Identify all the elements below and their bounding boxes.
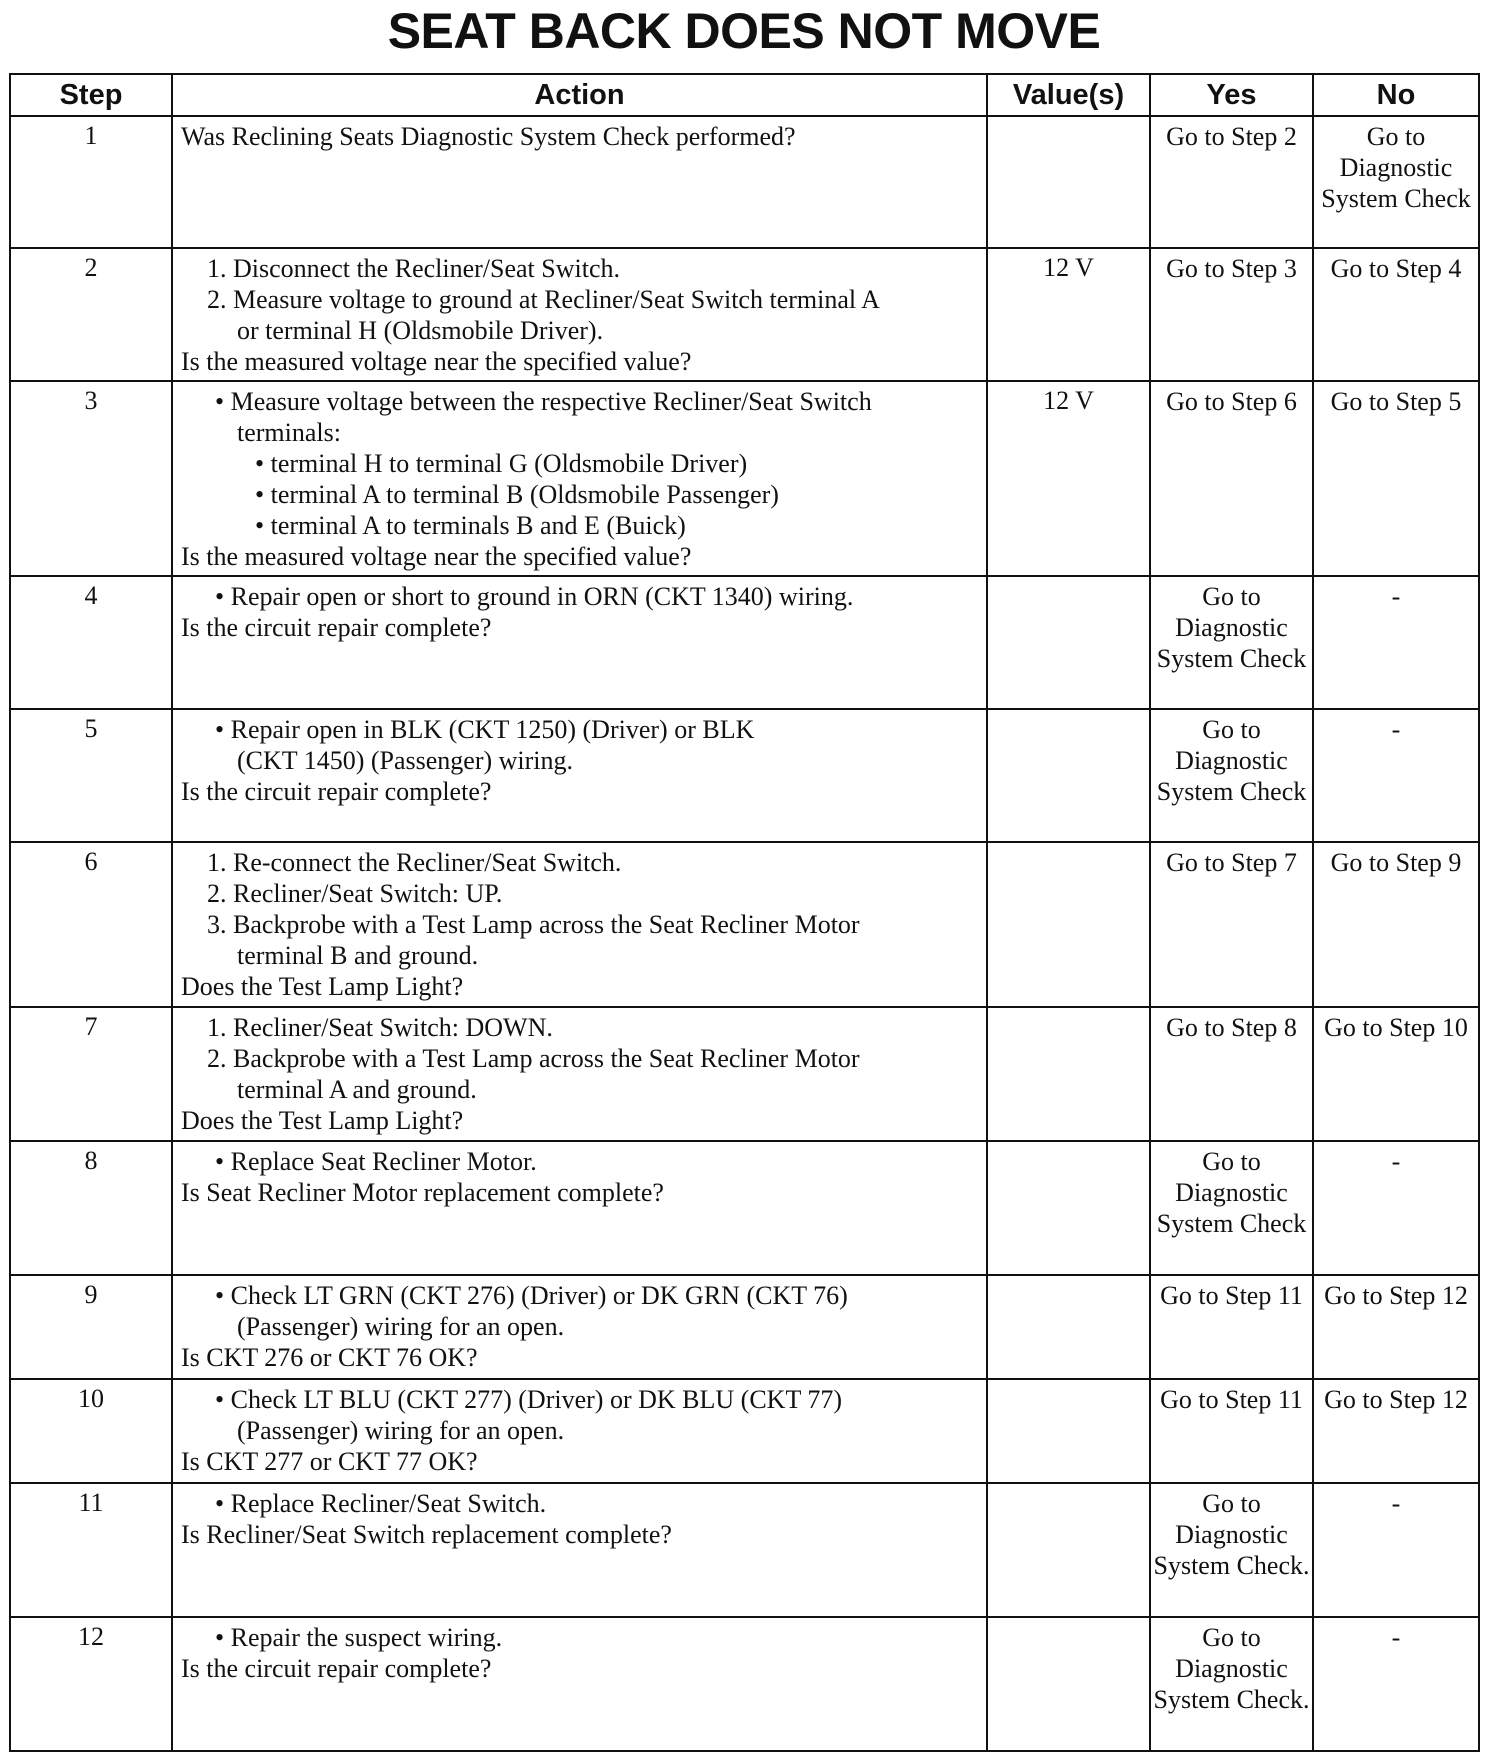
yes-cell: Go to Step 6	[1150, 381, 1313, 576]
action-item: • Check LT BLU (CKT 277) (Driver) or DK BLU (CKT 77)	[215, 1385, 843, 1414]
action-cell	[172, 248, 987, 381]
action-item: • Repair open in BLK (CKT 1250) (Driver) or BLK	[215, 715, 755, 744]
action-item: • Repair open or short to ground in ORN (CKT 1340) wiring.	[215, 582, 854, 611]
action-cell	[172, 842, 987, 1007]
table-row	[10, 709, 1479, 842]
no-cell: Go to Step 9	[1313, 842, 1479, 1007]
action-question: Does the Test Lamp Light?	[181, 972, 464, 1001]
action-cell	[172, 1617, 987, 1751]
value-cell	[987, 1483, 1150, 1617]
value-cell	[987, 709, 1150, 842]
action-item-continued: terminal A and ground.	[237, 1075, 477, 1104]
action-question: Does the Test Lamp Light?	[181, 1106, 464, 1135]
action-item: 3. Backprobe with a Test Lamp across the Seat Recliner Motor	[207, 910, 860, 939]
action-item-continued: or terminal H (Oldsmobile Driver).	[237, 316, 604, 345]
table-row	[10, 1379, 1479, 1483]
table-row	[10, 1141, 1479, 1275]
action-subitem: • terminal H to terminal G (Oldsmobile Driver)	[255, 449, 748, 478]
no-cell: Go to Step 10	[1313, 1007, 1479, 1141]
action-cell	[172, 116, 987, 248]
action-question: Is Seat Recliner Motor replacement complete?	[181, 1178, 664, 1207]
no-cell: -	[1313, 1483, 1479, 1617]
diagnostic-table	[9, 73, 1480, 1752]
yes-cell: Go to Step 8	[1150, 1007, 1313, 1141]
action-question: Was Reclining Seats Diagnostic System Check performed?	[181, 122, 796, 151]
yes-cell: Go to Diagnostic System Check	[1150, 709, 1313, 842]
action-cell	[172, 1483, 987, 1617]
action-question: Is Recliner/Seat Switch replacement complete?	[181, 1520, 672, 1549]
action-item: 1. Re-connect the Recliner/Seat Switch.	[207, 848, 622, 877]
step-number: 12	[10, 1617, 172, 1751]
table-header-row	[10, 74, 1479, 116]
no-cell: Go to Step 4	[1313, 248, 1479, 381]
action-item-continued: (CKT 1450) (Passenger) wiring.	[237, 746, 574, 775]
action-question: Is the circuit repair complete?	[181, 613, 492, 642]
action-item: 2. Recliner/Seat Switch: UP.	[207, 879, 503, 908]
value-cell: 12 V	[987, 248, 1150, 381]
step-number: 6	[10, 842, 172, 1007]
value-cell	[987, 1379, 1150, 1483]
yes-cell: Go to Step 2	[1150, 116, 1313, 248]
value-cell: 12 V	[987, 381, 1150, 576]
action-question: Is CKT 277 or CKT 77 OK?	[181, 1447, 478, 1476]
value-cell	[987, 1007, 1150, 1141]
no-cell: -	[1313, 1617, 1479, 1751]
action-question: Is the measured voltage near the specified value?	[181, 542, 692, 571]
header-values: Value(s)	[987, 74, 1150, 116]
step-number: 1	[10, 116, 172, 248]
step-number: 7	[10, 1007, 172, 1141]
step-number: 2	[10, 248, 172, 381]
step-number: 11	[10, 1483, 172, 1617]
value-cell	[987, 576, 1150, 709]
step-number: 3	[10, 381, 172, 576]
yes-cell: Go to Step 11	[1150, 1379, 1313, 1483]
action-item: 1. Recliner/Seat Switch: DOWN.	[207, 1013, 553, 1042]
action-item-continued: terminal B and ground.	[237, 941, 479, 970]
header-no: No	[1313, 74, 1479, 116]
no-cell: Go to Step 12	[1313, 1379, 1479, 1483]
step-number: 10	[10, 1379, 172, 1483]
action-item: • Replace Recliner/Seat Switch.	[215, 1489, 547, 1518]
table-row	[10, 1483, 1479, 1617]
yes-cell: Go to Step 3	[1150, 248, 1313, 381]
table-row	[10, 1617, 1479, 1751]
action-cell	[172, 1275, 987, 1379]
yes-cell: Go to Diagnostic System Check.	[1150, 1617, 1313, 1751]
action-item: 2. Measure voltage to ground at Recliner/Seat Switch terminal A	[207, 285, 880, 314]
step-number: 4	[10, 576, 172, 709]
value-cell	[987, 1275, 1150, 1379]
action-subitem: • terminal A to terminals B and E (Buick)	[255, 511, 686, 540]
table-row	[10, 1007, 1479, 1141]
action-item: 1. Disconnect the Recliner/Seat Switch.	[207, 254, 621, 283]
value-cell	[987, 842, 1150, 1007]
yes-cell: Go to Diagnostic System Check	[1150, 576, 1313, 709]
action-item: • Check LT GRN (CKT 276) (Driver) or DK GRN (CKT 76)	[215, 1281, 848, 1310]
action-item: 2. Backprobe with a Test Lamp across the Seat Recliner Motor	[207, 1044, 860, 1073]
yes-cell: Go to Diagnostic System Check	[1150, 1141, 1313, 1275]
action-cell	[172, 576, 987, 709]
no-cell: Go to Diagnostic System Check	[1313, 116, 1479, 248]
action-item-continued: (Passenger) wiring for an open.	[237, 1312, 565, 1341]
no-cell: -	[1313, 1141, 1479, 1275]
action-item-continued: terminals:	[237, 418, 341, 447]
no-cell: Go to Step 5	[1313, 381, 1479, 576]
action-item: • Measure voltage between the respective Recliner/Seat Switch	[215, 387, 872, 416]
yes-cell: Go to Step 11	[1150, 1275, 1313, 1379]
action-cell	[172, 1141, 987, 1275]
table-row	[10, 1275, 1479, 1379]
header-yes: Yes	[1150, 74, 1313, 116]
action-item: • Replace Seat Recliner Motor.	[215, 1147, 537, 1176]
action-question: Is CKT 276 or CKT 76 OK?	[181, 1343, 478, 1372]
step-number: 5	[10, 709, 172, 842]
header-step: Step	[10, 74, 172, 116]
page-title: SEAT BACK DOES NOT MOVE	[387, 3, 1101, 59]
table-row	[10, 116, 1479, 248]
value-cell	[987, 1141, 1150, 1275]
action-question: Is the circuit repair complete?	[181, 777, 492, 806]
table-row	[10, 381, 1479, 576]
step-number: 9	[10, 1275, 172, 1379]
table-row	[10, 576, 1479, 709]
value-cell	[987, 1617, 1150, 1751]
action-cell	[172, 709, 987, 842]
value-cell	[987, 116, 1150, 248]
action-cell	[172, 381, 987, 576]
action-item: • Repair the suspect wiring.	[215, 1623, 503, 1652]
action-question: Is the circuit repair complete?	[181, 1654, 492, 1683]
yes-cell: Go to Step 7	[1150, 842, 1313, 1007]
no-cell: Go to Step 12	[1313, 1275, 1479, 1379]
yes-cell: Go to Diagnostic System Check.	[1150, 1483, 1313, 1617]
step-number: 8	[10, 1141, 172, 1275]
table-row	[10, 842, 1479, 1007]
action-subitem: • terminal A to terminal B (Oldsmobile Passenger)	[255, 480, 779, 509]
no-cell: -	[1313, 576, 1479, 709]
table-row	[10, 248, 1479, 381]
no-cell: -	[1313, 709, 1479, 842]
action-question: Is the measured voltage near the specified value?	[181, 347, 692, 376]
action-item-continued: (Passenger) wiring for an open.	[237, 1416, 565, 1445]
header-action: Action	[172, 74, 987, 116]
action-cell	[172, 1379, 987, 1483]
action-cell	[172, 1007, 987, 1141]
